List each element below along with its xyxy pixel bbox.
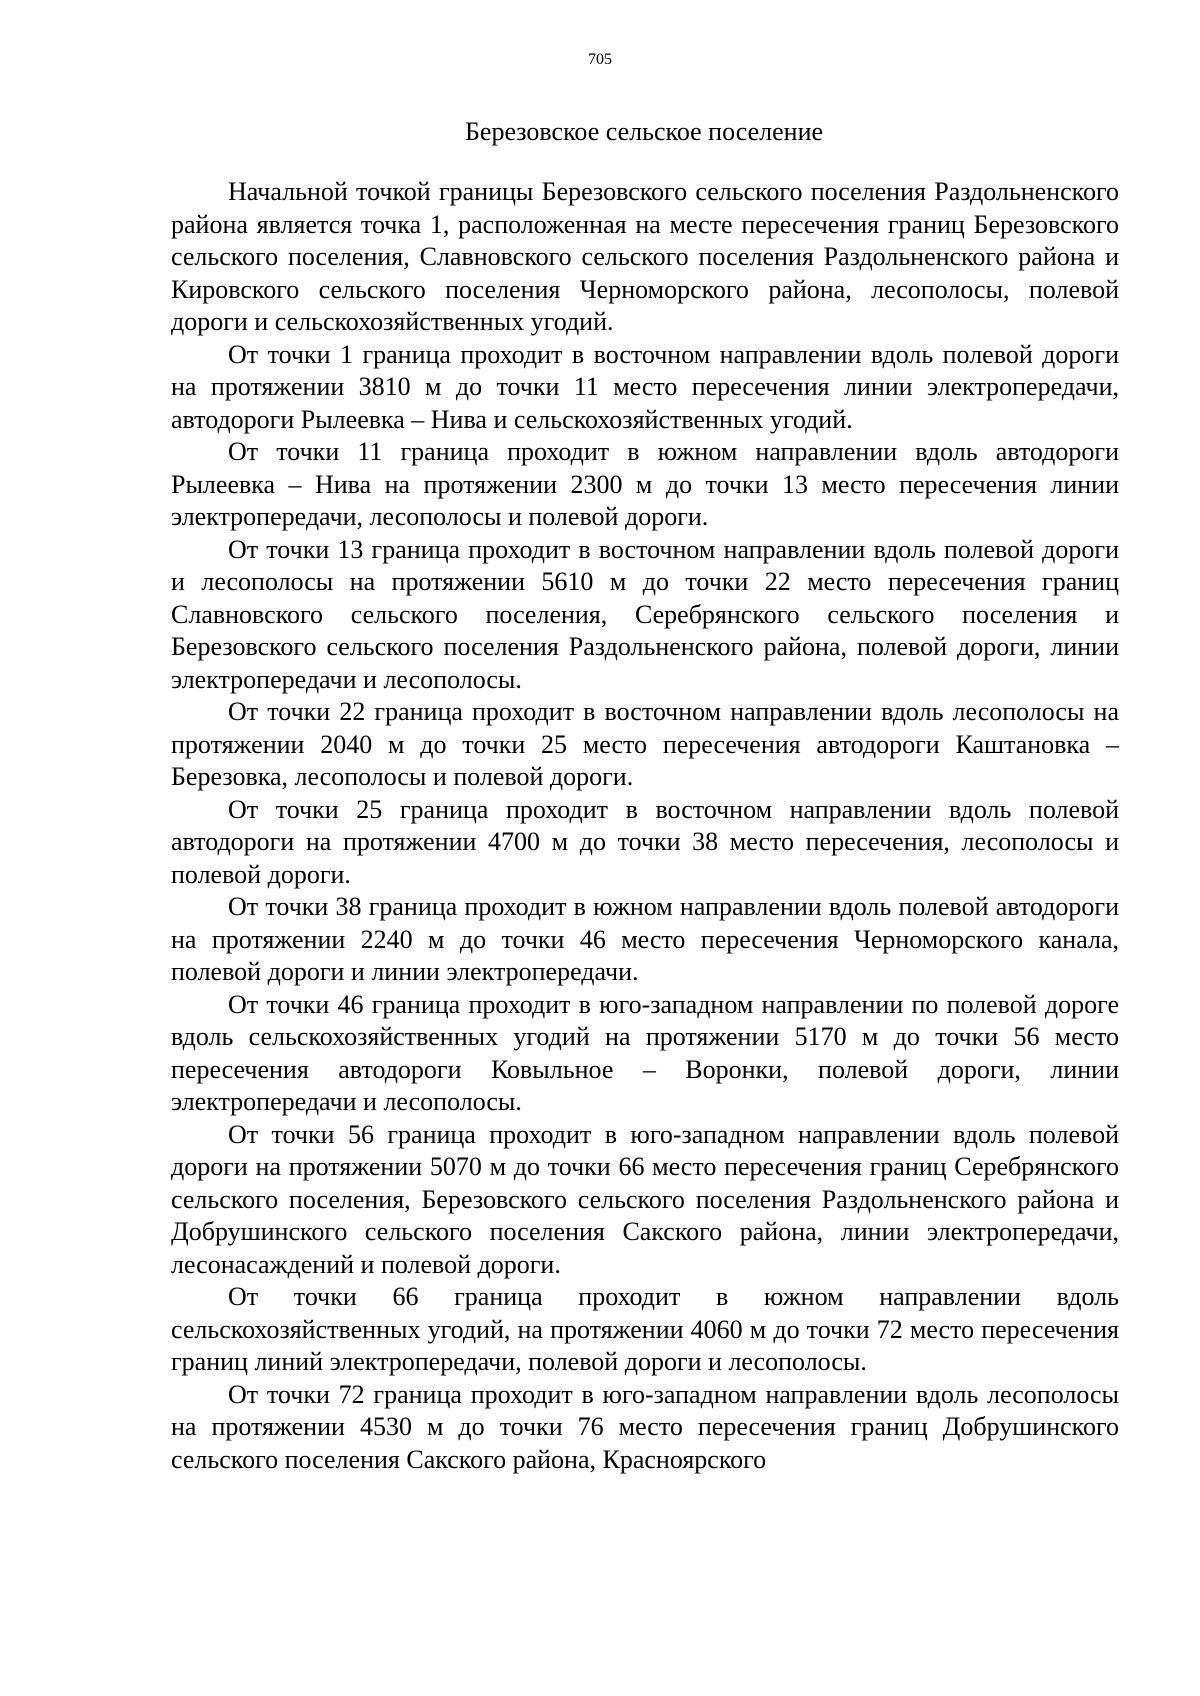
- paragraph: От точки 72 граница проходит в юго-западном направлении вдоль лесополосы на протяжении 4530 м до точки 76 место пересечения границ Добрушинского сельского поселения Сакского района, Красноярского: [171, 1379, 1119, 1474]
- paragraph: От точки 1 граница проходит в восточном направлении вдоль полевой дороги на протяжении 3810 м до точки 11 место пересечения линии электропередачи, автодороги Рылеевка – Нива и сельскохозяйственных угодий.: [171, 339, 1119, 434]
- paragraph: От точки 46 граница проходит в юго-западном направлении по полевой дороге вдоль сельскохозяйственных угодий на протяжении 5170 м до точки 56 место пересечения автодороги Ковыльное – Воронки, полевой дороги, линии электропередачи и лесополосы.: [171, 989, 1119, 1116]
- page-number: 705: [588, 51, 612, 68]
- paragraph: От точки 25 граница проходит в восточном направлении вдоль полевой автодороги на протяжении 4700 м до точки 38 место пересечения, лесополосы и полевой дороги.: [171, 794, 1119, 889]
- paragraph: От точки 66 граница проходит в южном направлении вдоль сельскохозяйственных угодий, на протяжении 4060 м до точки 72 место пересечения границ линий электропередачи, полевой дороги и лесополосы.: [171, 1282, 1119, 1376]
- paragraph: От точки 22 граница проходит в восточном направлении вдоль лесополосы на протяжении 2040 м до точки 25 место пересечения автодороги Каштановка – Березовка, лесополосы и полевой дороги.: [171, 697, 1119, 791]
- paragraph: От точки 56 граница проходит в юго-западном направлении вдоль полевой дороги на протяжении 5070 м до точки 66 место пересечения границ Серебрянского сельского поселения, Березовского сельского поселения Раздольненского района и Добрушинского сельского поселения Сакского района, линии электропередачи, лесонасаждений и полевой дороги.: [171, 1119, 1119, 1279]
- paragraph: От точки 38 граница проходит в южном направлении вдоль полевой автодороги на протяжении 2240 м до точки 46 место пересечения Черноморского канала, полевой дороги и линии электропередачи.: [171, 892, 1119, 986]
- document-body: [171, 176, 1119, 1476]
- paragraph: От точки 13 граница проходит в восточном направлении вдоль полевой дороги и лесополосы на протяжении 5610 м до точки 22 место пересечения границ Славновского сельского поселения, Серебрянского сельского поселения и Березовского сельского поселения Раздольненского района, полевой дороги, линии электропередачи и лесополосы.: [171, 534, 1119, 694]
- paragraph: От точки 11 граница проходит в южном направлении вдоль автодороги Рылеевка – Нива на протяжении 2300 м до точки 13 место пересечения линии электропередачи, лесополосы и полевой дороги.: [171, 437, 1119, 531]
- paragraph: Начальной точкой границы Березовского сельского поселения Раздольненского района является точка 1, расположенная на месте пересечения границ Березовского сельского поселения, Славновского сельского поселения Раздольненского района и Кировского сельского поселения Черноморского района, лесополосы, полевой дороги и сельскохозяйственных угодий.: [171, 177, 1119, 336]
- section-title: Березовское сельское поселение: [464, 117, 824, 146]
